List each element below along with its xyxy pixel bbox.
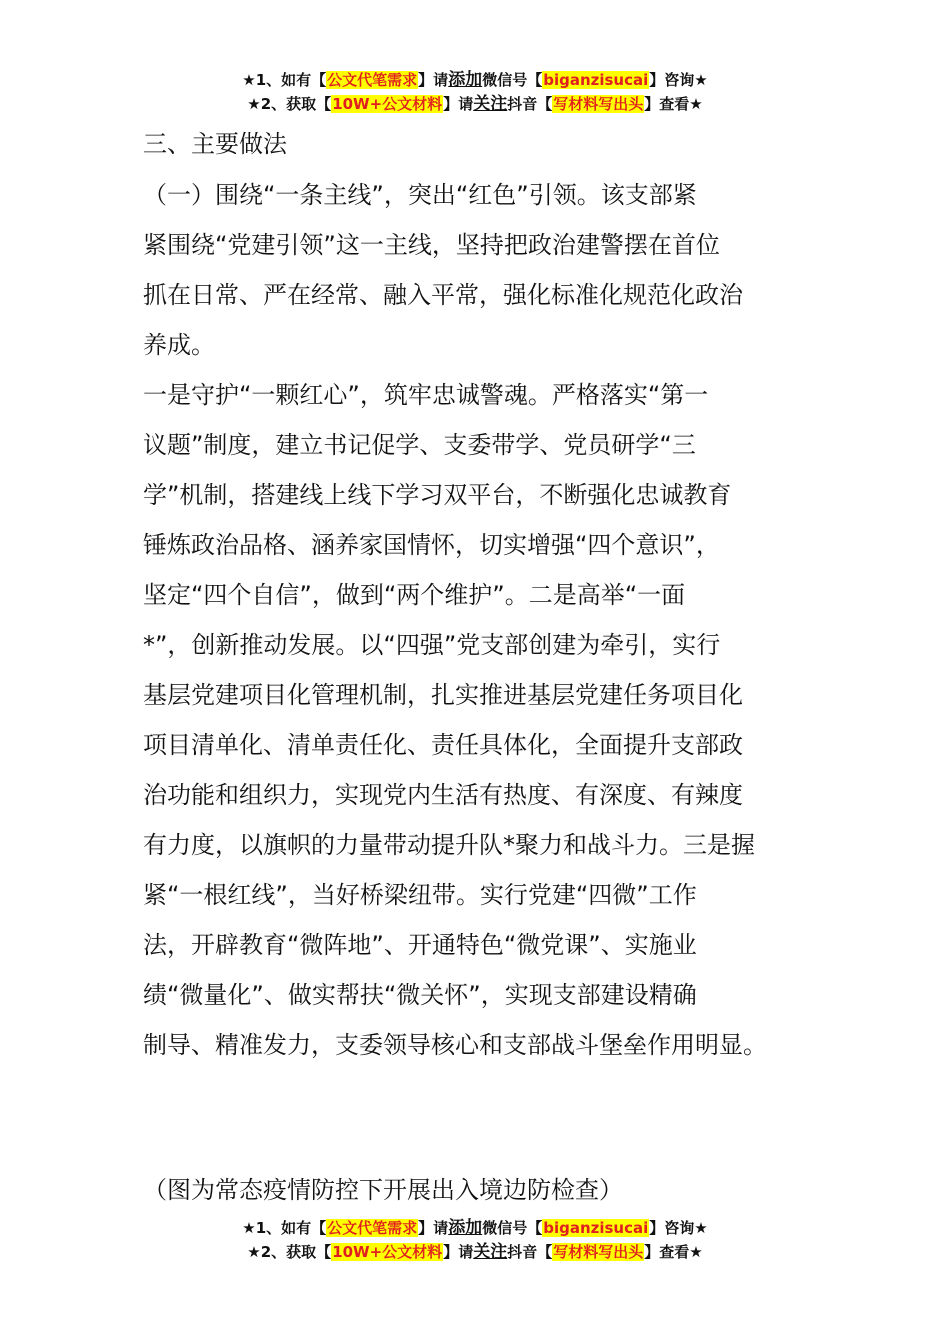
text-line: 治功能和组织力，实现党内生活有热度、有深度、有辣度 (143, 781, 743, 809)
promo-line-1: ★1、如有【公文代笔需求】请添加微信号【biganzisucai】咨询★ (242, 1218, 708, 1238)
highlight-wechat-id: biganzisucai (543, 1219, 649, 1237)
text-line: 项目清单化、清单责任化、责任具体化，全面提升支部政 (143, 731, 743, 759)
text-line: 锤炼政治品格、涵养家国情怀，切实增强“四个意识”， (143, 531, 720, 559)
text-line: 紧“一根红线”，当好桥梁纽带。实行党建“四微”工作 (143, 881, 697, 909)
text-line: 绩“微量化”、做实帮扶“微关怀”，实现支部建设精确 (143, 981, 697, 1009)
text-line: （一）围绕“一条主线”，突出“红色”引领。该支部紧 (143, 181, 697, 209)
text-line: 基层党建项目化管理机制，扎实推进基层党建任务项目化 (143, 681, 743, 709)
promo-banner-top (0, 68, 950, 116)
highlight-materials: 10W+公文材料 (332, 95, 443, 113)
highlight-materials: 10W+公文材料 (332, 1243, 443, 1261)
promo-banner-bottom (0, 1216, 950, 1264)
highlight-douyin: 写材料写出头 (553, 95, 644, 113)
text-line: 议题”制度，建立书记促学、支委带学、党员研学“三 (143, 431, 696, 459)
text-line: *”，创新推动发展。以“四强”党支部创建为牵引，实行 (143, 631, 721, 659)
highlight-douyin: 写材料写出头 (553, 1243, 644, 1261)
image-caption: （图为常态疫情防控下开展出入境边防检查） (143, 1176, 623, 1204)
text-line: 制导、精准发力，支委领导核心和支部战斗堡垒作用明显。 (143, 1031, 767, 1059)
section-heading: 三、主要做法 (143, 130, 287, 158)
text-line: 养成。 (143, 331, 215, 359)
paragraph-measures (143, 370, 767, 1070)
text-line: 坚定“四个自信”，做到“两个维护”。二是高举“一面 (143, 581, 686, 609)
text-line: 紧围绕“党建引领”这一主线，坚持把政治建警摆在首位 (143, 231, 720, 259)
paragraph-red-leadership (143, 170, 743, 370)
text-line: 一是守护“一颗红心”，筑牢忠诚警魂。严格落实“第一 (143, 381, 709, 409)
highlight-service: 公文代笔需求 (327, 1219, 418, 1237)
text-line: 法，开辟教育“微阵地”、开通特色“微党课”、实施业 (143, 931, 697, 959)
highlight-wechat-id: biganzisucai (543, 71, 649, 89)
text-line: 有力度，以旗帜的力量带动提升队*聚力和战斗力。三是握 (143, 831, 755, 859)
promo-line-2: ★2、获取【10W+公文材料】请关注抖音【写材料写出头】查看★ (247, 94, 703, 114)
promo-line-1: ★1、如有【公文代笔需求】请添加微信号【biganzisucai】咨询★ (242, 70, 708, 90)
highlight-service: 公文代笔需求 (327, 71, 418, 89)
promo-line-2: ★2、获取【10W+公文材料】请关注抖音【写材料写出头】查看★ (247, 1242, 703, 1262)
text-line: 学”机制，搭建线上线下学习双平台，不断强化忠诚教育 (143, 481, 732, 509)
text-line: 抓在日常、严在经常、融入平常，强化标准化规范化政治 (143, 281, 743, 309)
